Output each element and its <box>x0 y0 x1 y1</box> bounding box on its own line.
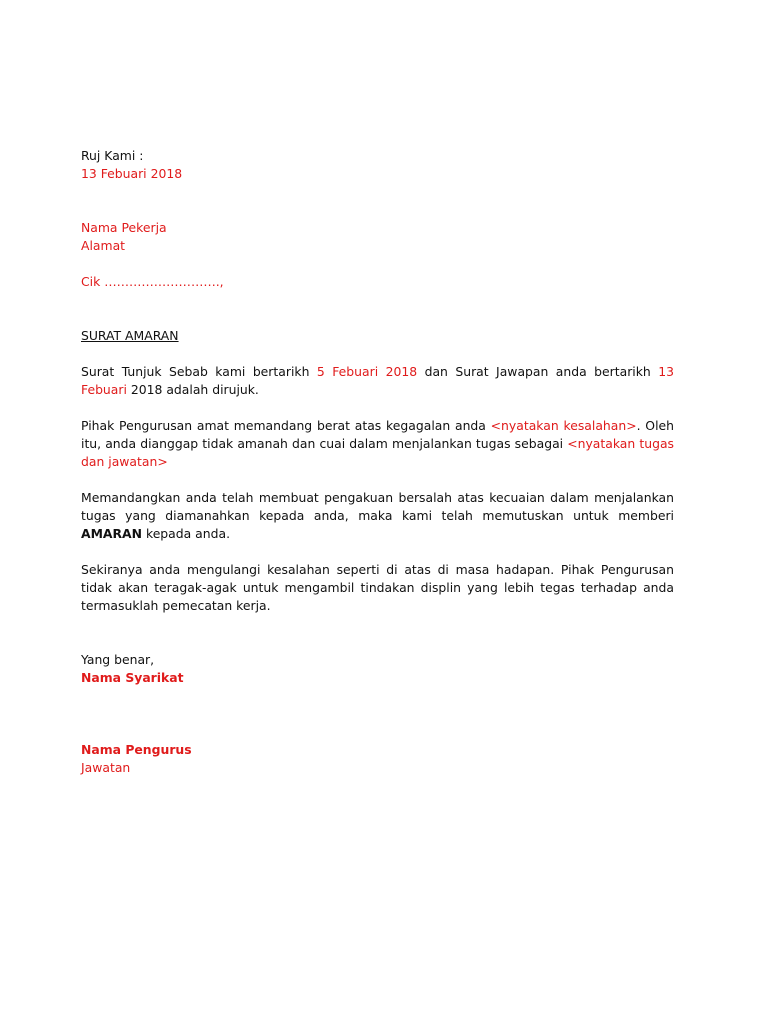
spacer <box>81 291 674 327</box>
paragraph-text: kepada anda. <box>142 526 231 541</box>
paragraph-text: dan Surat Jawapan anda bertarikh <box>417 364 659 379</box>
duty-placeholder: <nyatakan tugas dan jawatan> <box>81 436 674 469</box>
reference-label: Ruj Kami : <box>81 148 144 163</box>
paragraph-offense <box>81 417 674 471</box>
spacer <box>81 183 674 219</box>
paragraph-text: Memandangkan anda telah membuat pengakuan bersalah atas kecuaian dalam menjalankan tugas yang diamanahkan kepada anda, maka kami telah memutuskan untuk memberi <box>81 490 674 523</box>
warning-word: AMARAN <box>81 526 143 541</box>
recipient-address: Alamat <box>81 238 126 253</box>
letter-date: 13 Febuari 2018 <box>81 166 183 181</box>
reply-date: 13 Febuari <box>81 364 674 397</box>
recipient-salutation: Cik ………………………., <box>81 274 224 289</box>
paragraph-text: Pihak Pengurusan amat memandang berat atas kegagalan anda <box>81 418 491 433</box>
company-name: Nama Syarikat <box>81 670 184 685</box>
recipient-name: Nama Pekerja <box>81 220 167 235</box>
offense-placeholder: <nyatakan kesalahan> <box>490 418 637 433</box>
spacer <box>81 615 674 651</box>
signatory-name: Nama Pengurus <box>81 742 192 757</box>
spacer <box>81 471 674 489</box>
signature-space <box>81 687 674 741</box>
paragraph-text: . Oleh itu, anda dianggap tidak amanah dan cuai dalam menjalankan tugas sebagai <box>81 418 674 451</box>
spacer <box>81 255 674 273</box>
spacer <box>81 345 674 363</box>
spacer <box>81 543 674 561</box>
letter-page <box>81 147 674 777</box>
paragraph-text: Surat Tunjuk Sebab kami bertarikh <box>81 364 317 379</box>
showcause-date: 5 Febuari 2018 <box>316 364 418 379</box>
spacer <box>81 399 674 417</box>
paragraph-consequence: Sekiranya anda mengulangi kesalahan seperti di atas di masa hadapan. Pihak Pengurusan tidak akan teragak-agak untuk mengambil tindakan displin yang lebih tegas terhadap anda termasuklah pemecatan kerja. <box>81 562 674 613</box>
paragraph-text: 2018 adalah dirujuk. <box>126 382 259 397</box>
signatory-position: Jawatan <box>81 760 131 775</box>
paragraph-reference <box>81 363 674 399</box>
paragraph-warning <box>81 489 674 543</box>
closing-greeting: Yang benar, <box>81 652 155 667</box>
letter-subject: SURAT AMARAN <box>81 328 179 343</box>
